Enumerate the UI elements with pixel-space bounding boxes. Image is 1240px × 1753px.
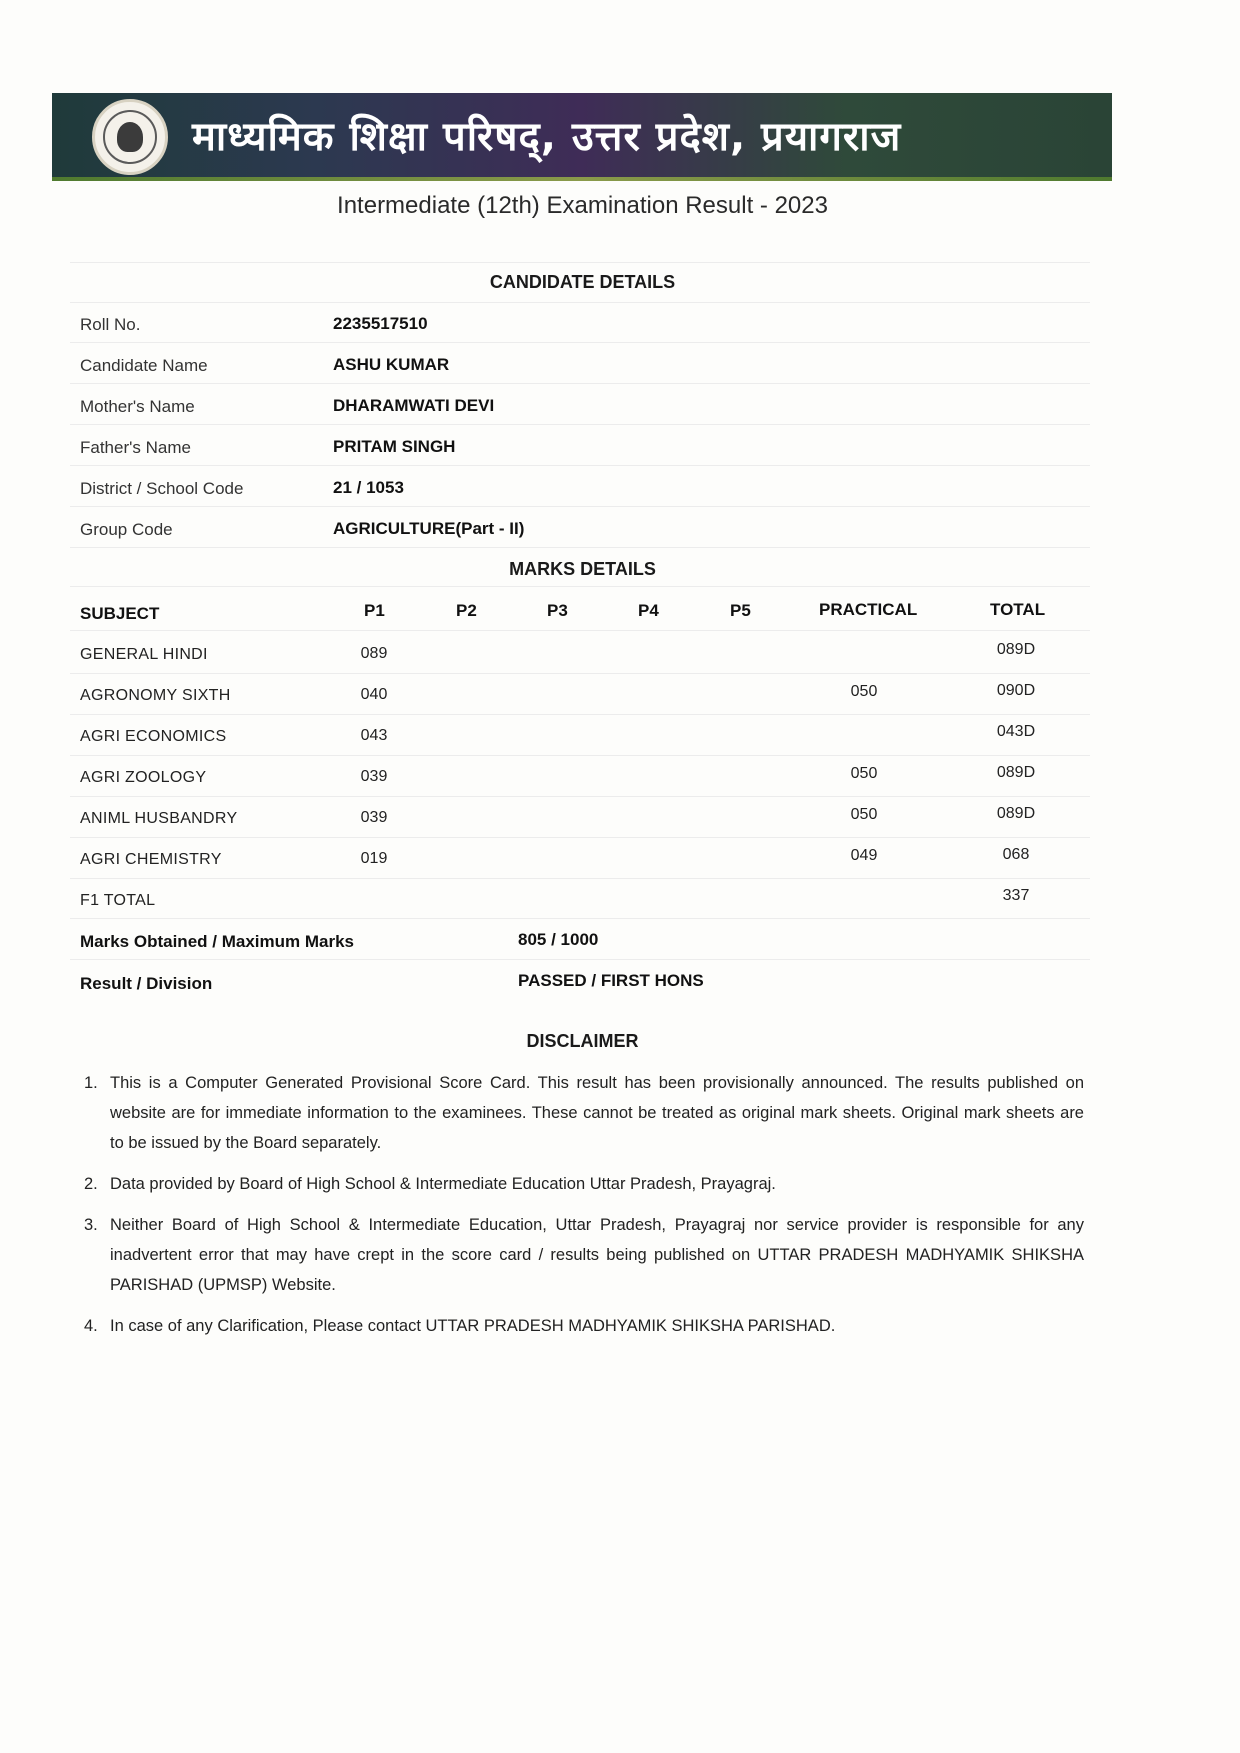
divider [70, 342, 1090, 343]
disclaimer-item [84, 1210, 1084, 1300]
col-p2: P2 [456, 601, 477, 620]
subject-name: GENERAL HINDI [80, 646, 208, 663]
disclaimer-item [84, 1169, 1084, 1199]
mother-name-label: Mother's Name [80, 397, 195, 416]
item-number: 4. [84, 1317, 98, 1335]
col-practical: PRACTICAL [819, 600, 918, 619]
board-name: माध्यमिक शिक्षा परिषद्, उत्तर प्रदेश, प्रयागराज [192, 114, 902, 160]
p1-mark: 040 [360, 686, 388, 703]
father-name-value: PRITAM SINGH [333, 437, 456, 456]
divider [70, 837, 1090, 838]
candidate-name-label: Candidate Name [80, 356, 208, 375]
practical-mark: 050 [850, 683, 878, 700]
p1-mark: 039 [360, 809, 388, 826]
mother-name-value: DHARAMWATI DEVI [333, 396, 495, 415]
divider [70, 755, 1090, 756]
practical-mark: 049 [850, 847, 878, 864]
total-mark: 089D [996, 805, 1036, 822]
divider [70, 878, 1090, 879]
board-seal-icon [92, 99, 168, 175]
practical-mark: 050 [850, 806, 878, 823]
total-mark: 089D [996, 641, 1036, 658]
marks-details-heading: MARKS DETAILS [509, 559, 656, 579]
father-name-label: Father's Name [80, 438, 191, 457]
candidate-details-heading: CANDIDATE DETAILS [489, 272, 676, 292]
result-division-value: PASSED / FIRST HONS [518, 971, 704, 990]
col-p4: P4 [638, 601, 659, 620]
item-text: This is a Computer Generated Provisional Score Card. This result has been provisionally announced. The results published on website are for immediate information to the examinees. These cannot be treated as original mark sheets. Original mark sheets are to be issued by the Board separately. [110, 1074, 1084, 1152]
disclaimer-heading: DISCLAIMER [526, 1031, 639, 1051]
subject-name: AGRONOMY SIXTH [80, 687, 231, 704]
item-number: 2. [84, 1175, 98, 1193]
divider [70, 383, 1090, 384]
district-school-label: District / School Code [80, 479, 244, 498]
item-number: 1. [84, 1074, 98, 1092]
item-text: In case of any Clarification, Please contact UTTAR PRADESH MADHYAMIK SHIKSHA PARISHAD. [110, 1317, 836, 1335]
col-p3: P3 [547, 601, 568, 620]
col-p5: P5 [730, 601, 751, 620]
divider [70, 714, 1090, 715]
roll-no-label: Roll No. [80, 315, 141, 334]
p1-mark: 043 [360, 727, 388, 744]
subject-name: AGRI ZOOLOGY [80, 769, 207, 786]
divider [70, 959, 1090, 960]
practical-mark: 050 [850, 765, 878, 782]
item-text: Neither Board of High School & Intermediate Education, Uttar Pradesh, Prayagraj nor service provider is responsible for any inadvertent error that may have crept in the score card / results being published on UTTAR PRADESH MADHYAMIK SHIKSHA PARISHAD (UPMSP) Website. [110, 1216, 1084, 1294]
p1-mark: 089 [360, 645, 388, 662]
subject-name: ANIML HUSBANDRY [80, 810, 238, 827]
result-division-label: Result / Division [80, 974, 213, 993]
divider [70, 465, 1090, 466]
total-mark: 043D [996, 723, 1036, 740]
candidate-name-value: ASHU KUMAR [333, 355, 450, 374]
divider [70, 424, 1090, 425]
group-code-label: Group Code [80, 520, 173, 539]
p1-mark: 039 [360, 768, 388, 785]
marks-obtained-label: Marks Obtained / Maximum Marks [80, 932, 354, 951]
divider [70, 586, 1090, 587]
f1-total-label: F1 TOTAL [80, 892, 156, 909]
total-mark: 089D [996, 764, 1036, 781]
header-banner [52, 93, 1112, 181]
col-total: TOTAL [990, 600, 1046, 619]
roll-no-value: 2235517510 [333, 314, 428, 333]
seal-emblem [117, 122, 143, 152]
exam-title: Intermediate (12th) Examination Result - 2023 [337, 192, 828, 219]
col-subject: SUBJECT [80, 604, 160, 623]
subject-name: AGRI ECONOMICS [80, 728, 227, 745]
divider [70, 262, 1090, 263]
divider [70, 506, 1090, 507]
divider [70, 630, 1090, 631]
district-school-value: 21 / 1053 [333, 478, 404, 497]
disclaimer-item [84, 1068, 1084, 1158]
divider [70, 796, 1090, 797]
divider [70, 918, 1090, 919]
total-mark: 090D [996, 682, 1036, 699]
col-p1: P1 [364, 601, 385, 620]
divider [70, 302, 1090, 303]
item-number: 3. [84, 1216, 98, 1234]
disclaimer-list [84, 1068, 1084, 1352]
p1-mark: 019 [360, 850, 388, 867]
divider [70, 547, 1090, 548]
disclaimer-item [84, 1311, 1084, 1341]
subject-name: AGRI CHEMISTRY [80, 851, 222, 868]
marks-obtained-value: 805 / 1000 [518, 930, 599, 949]
group-code-value: AGRICULTURE(Part - II) [333, 519, 525, 538]
total-mark: 068 [1002, 846, 1030, 863]
divider [70, 673, 1090, 674]
f1-total-value: 337 [1002, 887, 1030, 904]
item-text: Data provided by Board of High School & Intermediate Education Uttar Pradesh, Prayagraj. [110, 1175, 776, 1193]
